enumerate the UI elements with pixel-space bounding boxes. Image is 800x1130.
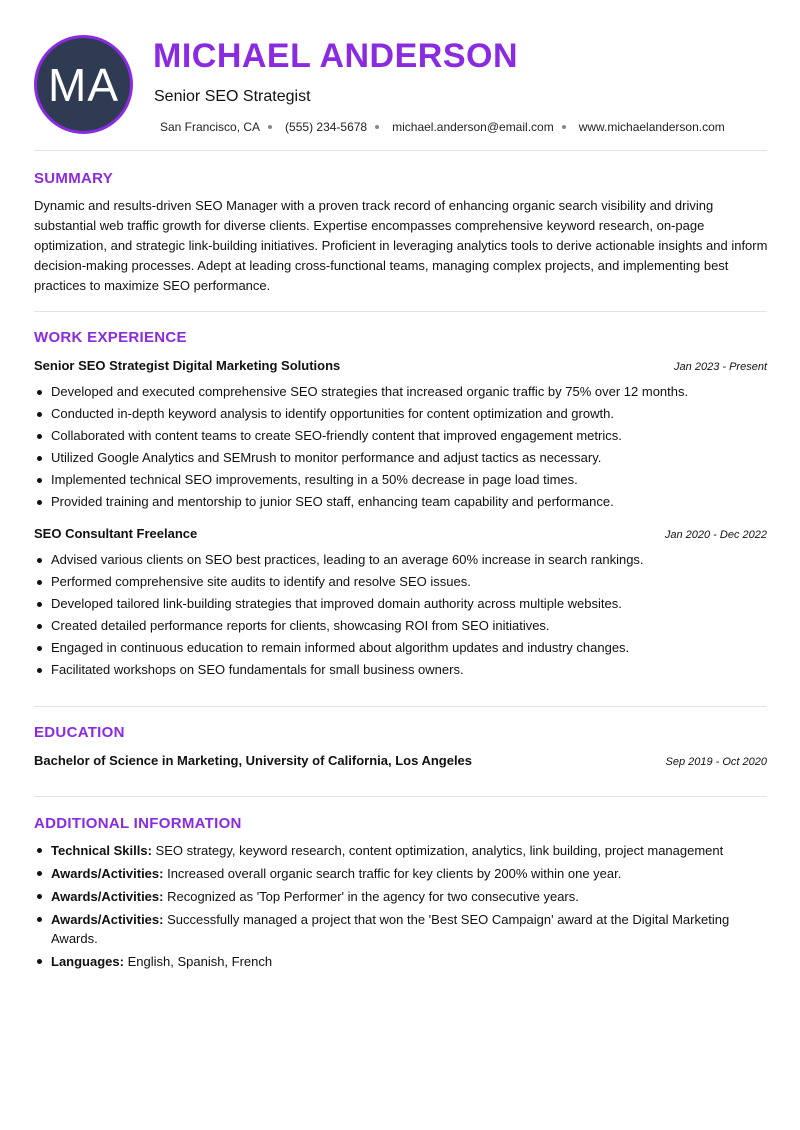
list-item: Implemented technical SEO improvements, resulting in a 50% decrease in page load times. <box>34 469 767 491</box>
info-text: Increased overall organic search traffic for key clients by 200% within one year. <box>167 866 622 881</box>
info-label: Awards/Activities: <box>51 912 164 927</box>
job-header <box>34 358 767 373</box>
contact-separator-dot <box>375 125 379 129</box>
list-item <box>34 952 767 971</box>
contact-separator-dot <box>268 125 272 129</box>
section-divider <box>34 706 767 707</box>
contact-line <box>160 120 725 134</box>
job-bullets <box>34 549 767 681</box>
list-item: Created detailed performance reports for clients, showcasing ROI from SEO initiatives. <box>34 615 767 637</box>
job-header <box>34 526 767 541</box>
list-item: Conducted in-depth keyword analysis to identify opportunities for content optimization and growth. <box>34 403 767 425</box>
summary-heading: SUMMARY <box>34 170 114 187</box>
info-text: SEO strategy, keyword research, content optimization, analytics, link building, project management <box>155 843 724 858</box>
avatar-initials: MA <box>48 58 119 111</box>
list-item: Developed and executed comprehensive SEO strategies that increased organic traffic by 75% over 12 months. <box>34 381 767 403</box>
section-divider <box>34 311 767 312</box>
contact-separator-dot <box>562 125 566 129</box>
list-item <box>34 841 767 860</box>
contact-phone: (555) 234-5678 <box>285 120 368 134</box>
list-item: Engaged in continuous education to remain informed about algorithm updates and industry changes. <box>34 637 767 659</box>
info-text: Successfully managed a project that won the 'Best SEO Campaign' award at the Digital Marketing Awards. <box>51 912 730 946</box>
info-label: Technical Skills: <box>51 843 152 858</box>
contact-email[interactable]: michael.anderson@email.com <box>392 120 554 134</box>
list-item: Performed comprehensive site audits to identify and resolve SEO issues. <box>34 571 767 593</box>
candidate-name: MICHAEL ANDERSON <box>153 37 519 75</box>
list-item: Advised various clients on SEO best practices, leading to an average 60% increase in search rankings. <box>34 549 767 571</box>
list-item <box>34 910 767 948</box>
work-experience-heading: WORK EXPERIENCE <box>34 329 187 346</box>
list-item: Collaborated with content teams to create SEO-friendly content that improved engagement metrics. <box>34 425 767 447</box>
job-dates: Jan 2020 - Dec 2022 <box>664 529 767 541</box>
job-role: Senior SEO Strategist Digital Marketing Solutions <box>34 358 341 373</box>
job-bullets <box>34 381 767 513</box>
additional-info-heading: ADDITIONAL INFORMATION <box>34 815 242 832</box>
list-item: Facilitated workshops on SEO fundamentals for small business owners. <box>34 659 767 681</box>
list-item: Utilized Google Analytics and SEMrush to monitor performance and adjust tactics as necessary. <box>34 447 767 469</box>
list-item <box>34 887 767 906</box>
summary-text: Dynamic and results-driven SEO Manager with a proven track record of enhancing organic search visibility and driving substantial web traffic growth for diverse clients. Expertise encompasses comprehensive keyword research, on-page optimization, and strategic link-building initiatives. Proficient in leveraging analytics tools to derive actionable insights and inform decision-making processes. Adept at leading cross-functional teams, managing complex projects, and implementing best practices to maximize SEO performance. <box>34 198 768 293</box>
contact-website[interactable]: www.michaelanderson.com <box>578 120 725 134</box>
section-divider <box>34 150 767 151</box>
info-text: Recognized as 'Top Performer' in the agency for two consecutive years. <box>167 889 579 904</box>
job-dates: Jan 2023 - Present <box>674 361 767 373</box>
education-entry <box>34 753 767 768</box>
candidate-title: Senior SEO Strategist <box>154 88 311 105</box>
info-label: Awards/Activities: <box>51 889 164 904</box>
info-label: Awards/Activities: <box>51 866 164 881</box>
list-item: Provided training and mentorship to junior SEO staff, enhancing team capability and performance. <box>34 491 767 513</box>
list-item <box>34 864 767 883</box>
list-item: Developed tailored link-building strategies that improved domain authority across multiple websites. <box>34 593 767 615</box>
education-heading: EDUCATION <box>34 724 125 741</box>
additional-info-list <box>34 841 767 975</box>
info-label: Languages: <box>51 954 124 969</box>
avatar <box>34 35 133 134</box>
section-divider <box>34 796 767 797</box>
job-role: SEO Consultant Freelance <box>34 526 198 541</box>
info-text: English, Spanish, French <box>127 954 273 969</box>
contact-location: San Francisco, CA <box>160 120 261 134</box>
education-dates: Sep 2019 - Oct 2020 <box>665 756 767 768</box>
education-degree: Bachelor of Science in Marketing, University of California, Los Angeles <box>34 753 473 768</box>
